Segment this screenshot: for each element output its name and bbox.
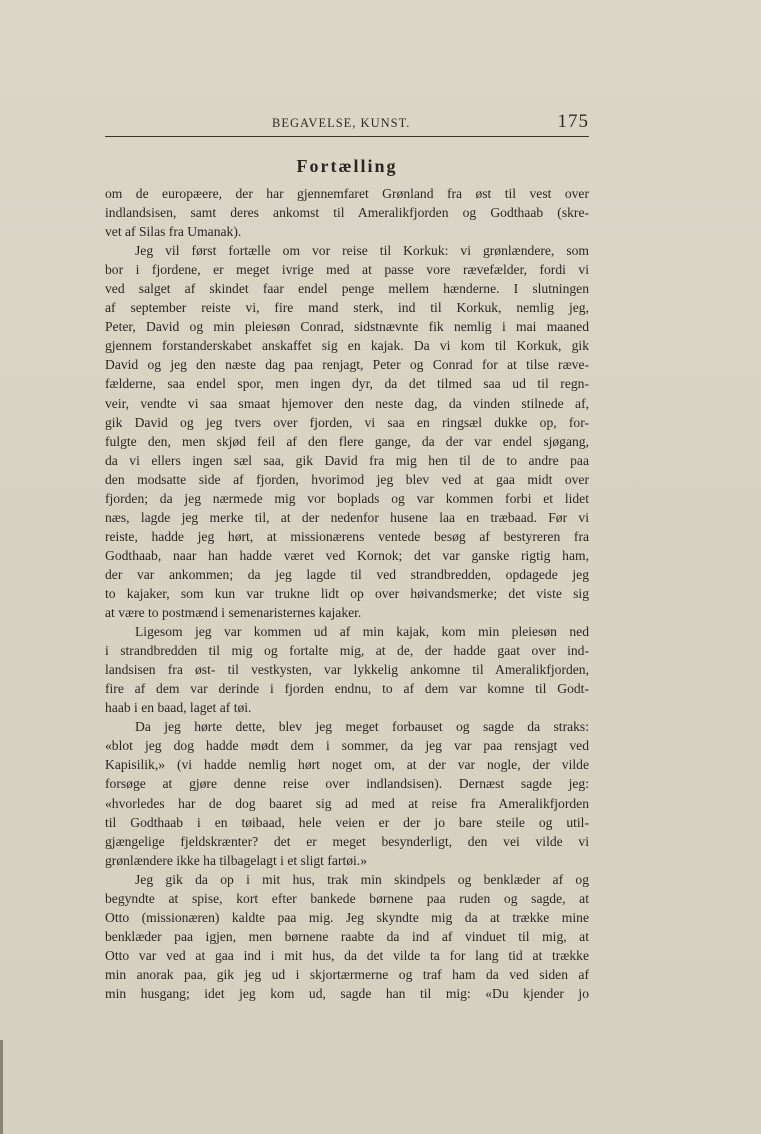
text-line: til Godthaab i en tøibaad, hele veien er der jo bare steile og util- — [105, 814, 589, 830]
text-line: Jeg vil først fortælle om vor reise til Korkuk: vi grønlændere, som — [135, 243, 589, 259]
text-line: landsisen fra øst- til vestkysten, var lykkelig ankomne til Ameralikfjorden, — [105, 662, 589, 678]
text-line: reiste, hadde jeg hørt, at missionærens ventede besøg af bestyreren fra — [105, 528, 589, 544]
text-line: fælderne, saa endel spor, men ingen dyr, da det tilmed saa ud til regn- — [105, 376, 589, 392]
text-line: grønlændere ikke ha tilbagelagt i et sligt fartøi.» — [105, 852, 367, 868]
text-line: «blot jeg dog hadde mødt dem i sommer, da jeg var paa rensjagt ved — [105, 738, 589, 754]
page-number: 175 — [557, 111, 589, 132]
text-line: Otto var ved at gaa ind i mit hus, da det vilde ta for lang tid at trække — [105, 947, 589, 963]
text-line: om de europæere, der har gjennemfaret Grønland fra øst til vest over — [105, 186, 589, 201]
binding-edge-mark — [0, 1040, 3, 1134]
text-line: benklæder paa igjen, men børnene raabte da ind af vinduet til mig, at — [105, 928, 589, 944]
text-line: Godthaab, naar han hadde været ved Kornok; det var ganske rigtig ham, — [105, 547, 589, 563]
text-line: vet af Silas fra Umanak). — [105, 224, 242, 240]
text-line: fjorden; da jeg nærmede mig vor boplads og var kommen forbi et lidet — [105, 490, 589, 506]
text-line: Otto (missionæren) kaldte paa mig. Jeg skyndte mig da at trække mine — [105, 909, 589, 925]
text-line: Jeg gik da op i mit hus, trak min skindpels og benklæder af og — [135, 871, 589, 887]
text-line: bor i fjordene, er meget ivrige med at passe vore rævefælder, fordi vi — [105, 262, 589, 278]
text-line: forsøge at gjøre denne reise over indlandsisen). Dernæst sagde jeg: — [105, 776, 589, 792]
text-line: to kajaker, som kun var trukne lidt op over høivandsmerke; det viste sig — [105, 585, 589, 601]
text-line: Ligesom jeg var kommen ud af min kajak, kom min pleiesøn ned — [135, 624, 589, 640]
text-line: David og jeg den næste dag paa renjagt, Peter og Conrad for at tilse ræve- — [105, 357, 589, 373]
article-title: Fortælling — [296, 156, 398, 176]
text-line: gjennem forstanderskabet anskaffet sig en kajak. Da vi kom til Korkuk, gik — [105, 338, 589, 354]
text-line: af september reiste vi, fire mand sterk, ind til Korkuk, nemlig jeg, — [105, 300, 589, 316]
text-line: haab i en baad, laget af tøi. — [105, 700, 252, 716]
text-line: indlandsisen, samt deres ankomst til Ameralikfjorden og Godthaab (skre- — [105, 205, 589, 221]
text-line: Peter, David og min pleiesøn Conrad, sidstnævnte fik nemlig i mai maaned — [105, 319, 589, 335]
text-line: da vi ellers ingen sæl saa, gik David fra mig hen til de to andre paa — [105, 452, 589, 468]
text-line: der var ankommen; da jeg lagde til ved strandbredden, opdagede jeg — [105, 566, 589, 582]
text-line: at være to postmænd i semenaristernes kajaker. — [105, 605, 362, 621]
text-line: begyndte at spise, kort efter bankede børnene paa ruden og sagde, at — [105, 890, 589, 906]
text-line: fulgte den, men skjød feil af den flere gange, da der var endel sjøgang, — [105, 433, 589, 449]
text-line: fire af dem var derinde i fjorden endnu, to af dem var komne til Godt- — [105, 681, 589, 697]
running-title: BEGAVELSE, KUNST. — [272, 116, 411, 130]
text-line: min anorak paa, gik jeg ud i skjortærmerne og traf ham da ved siden af — [105, 966, 589, 982]
text-line: i strandbredden til mig og fortalte mig, at de, der hadde gaat over ind- — [105, 643, 589, 659]
text-line: ved salget af skindet faar endel penge mellem hænderne. I slutningen — [105, 281, 589, 297]
text-line: gik David og jeg tvers over fjorden, vi saa en ringsæl dukke op, for- — [105, 414, 589, 430]
text-line: næs, lagde jeg merke til, at der nedenfor husene laa en træbaad. Før vi — [105, 509, 589, 525]
article-body — [105, 184, 589, 1003]
page-header — [105, 110, 589, 137]
text-line: veir, vendte vi saa smaat hjemover den neste dag, da vinden stilnede af, — [105, 395, 589, 411]
text-line: min husgang; idet jeg kom ud, sagde han til mig: «Du kjender jo — [105, 985, 589, 1001]
text-line: gjængelige fjeldskrænter? det er meget besynderligt, den vei vilde vi — [105, 833, 589, 849]
text-line: «hvorledes har de dog baaret sig ad med at reise fra Ameralikfjorden — [105, 795, 589, 811]
text-line: Kapisilik,» (vi hadde nemlig hørt noget om, at der var nogle, der vilde — [105, 757, 589, 773]
text-line: den modsatte side af fjorden, hvorimod jeg blev ved at gaa midt over — [105, 471, 589, 487]
text-line: Da jeg hørte dette, blev jeg meget forbauset og sagde da straks: — [135, 719, 589, 735]
